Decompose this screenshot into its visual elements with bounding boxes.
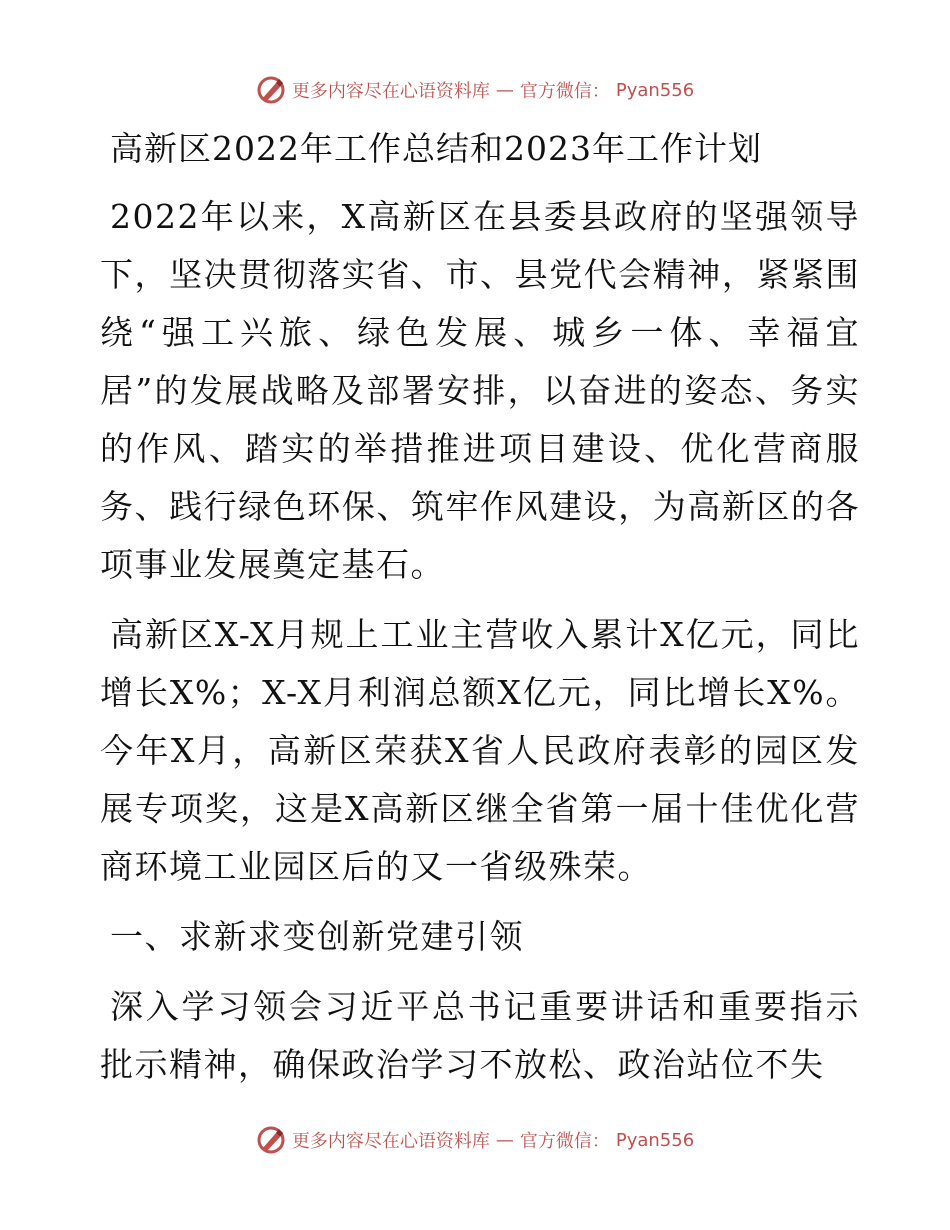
watermark-header <box>0 70 950 110</box>
document-body <box>100 120 860 1106</box>
pen-circle-logo-icon <box>256 1125 286 1155</box>
watermark-footer <box>0 1120 950 1160</box>
watermark-dash: — <box>495 1129 514 1151</box>
pen-circle-logo-icon <box>256 75 286 105</box>
watermark-wechat-id: Pyan556 <box>615 1129 695 1151</box>
paragraph-section-one: 深入学习领会习近平总书记重要讲话和重要指示批示精神，确保政治学习不放松、政治站位不失 <box>100 987 860 1084</box>
section-heading: 一、求新求变创新党建引领 <box>110 917 524 956</box>
paragraph-intro: 2022年以来，X高新区在县委县政府的坚强领导下，坚决贯彻落实省、市、县党代会精神，紧紧围绕“强工兴旅、绿色发展、城乡一体、幸福宜居”的发展战略及部署安排，以奋进的姿态、务实的作风、踏实的举措推进项目建设、优化营商服务、践行绿色环保、筑牢作风建设，为高新区的各项事业发展奠定基石。 <box>100 197 860 584</box>
watermark-official-label: 官方微信： <box>519 81 610 102</box>
paragraph-results: 高新区X-X月规上工业主营收入累计X亿元，同比增长X%；X-X月利润总额X亿元，同比增长X%。今年X月，高新区荣获X省人民政府表彰的园区发展专项奖，这是X高新区继全省第一届十佳优化营商环境工业园区后的又一省级殊荣。 <box>100 615 860 886</box>
watermark-official-label: 官方微信： <box>519 1131 610 1152</box>
watermark-brand: 更多内容尽在心语资料库 <box>291 1131 490 1152</box>
document-title: 高新区2022年工作总结和2023年工作计划 <box>110 129 762 168</box>
watermark-brand: 更多内容尽在心语资料库 <box>291 81 490 102</box>
watermark-dash: — <box>495 79 514 101</box>
watermark-wechat-id: Pyan556 <box>615 79 695 101</box>
